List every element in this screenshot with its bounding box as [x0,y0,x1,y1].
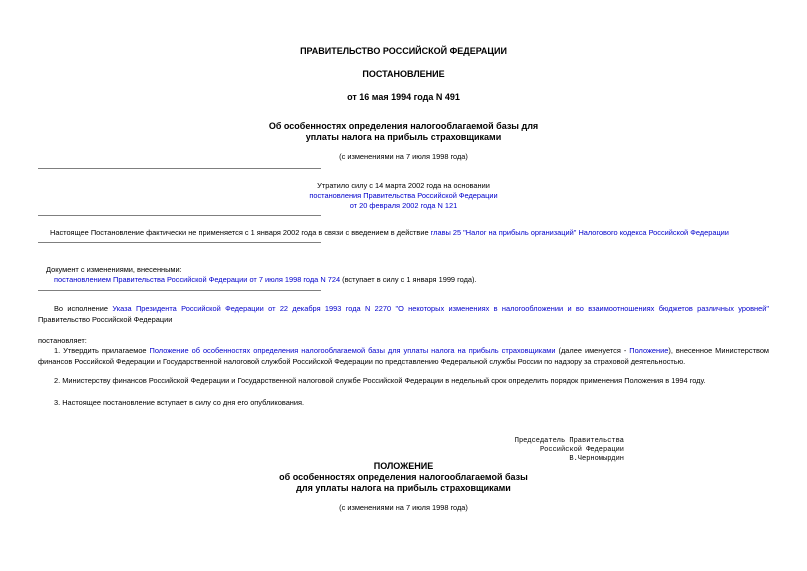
amendment-effective-note: (вступает в силу с 1 января 1999 года). [340,275,477,284]
item-1-middle: (далее именуется - [555,346,630,355]
lapsed-link[interactable]: постановления Правительства Российской Федерации [309,191,498,200]
amended-by-line [54,274,477,285]
document-date-number: от 16 мая 1994 года N 491 [347,92,460,102]
item-1-paragraph [38,345,769,367]
amendment-decree-link[interactable]: постановлением Правительства Российской Федерации от 7 июля 1998 года N 724 [54,275,341,284]
regulation-link[interactable]: Положение об особенностях определения налогооблагаемой базы для уплаты налога на прибыль страховщиками [149,346,556,355]
lapsed-link-line2[interactable] [0,200,807,211]
regulation-title-line1: об особенностях определения налогооблагаемой базы [279,472,528,482]
government-name: ПРАВИТЕЛЬСТВО РОССИЙСКОЙ ФЕДЕРАЦИИ [300,46,507,56]
lapsed-link-date[interactable]: от 20 февраля 2002 года N 121 [349,201,458,210]
regulation-short-link[interactable]: Положение [629,346,669,355]
item-1-suffix: ), внесенное Министерством финансов Российской Федерации и Государственной налоговой службой Российской Федерации по представлению Федеральной службы России по надзору за страховой деятельностью. [38,346,770,366]
signature-name: В.Черномырдин [569,455,624,463]
amendments-note: (с изменениями на 7 июля 1998 года) [339,152,468,161]
signature-title: Председатель Правительства [514,437,624,445]
item-3-paragraph: 3. Настоящее постановление вступает в силу со дня его опубликования. [54,398,305,407]
presidential-decree-link[interactable]: Указа Президента Российской Федерации от 22 декабря 1993 года N 2270 "О некоторых изменениях в налогообложении и во взаимоотношениях бюджетов различных уровней" [112,304,769,313]
divider [38,215,321,216]
divider [38,168,321,169]
item-2-paragraph: 2. Министерству финансов Российской Федерации и Государственной налоговой службе Российской Федерации в недельный срок определить порядок применения Положения в 1994 году. [54,376,706,385]
notice-paragraph [50,227,790,238]
divider [38,290,321,291]
tax-code-chapter-link[interactable]: главы 25 "Налог на прибыль организаций" Налогового кодекса Российской Федерации [430,228,729,237]
preamble-prefix: Во исполнение [54,304,113,313]
regulation-amendments-note: (с изменениями на 7 июля 1998 года) [339,503,468,512]
divider [38,242,321,243]
signature-country: Российской Федерации [539,446,624,454]
document-title-line1: Об особенностях определения налогооблагаемой базы для [268,121,539,131]
preamble-paragraph [38,303,769,325]
preamble-suffix: Правительство Российской Федерации [38,315,173,324]
resolves-label: постановляет: [38,336,87,345]
notice-text: Настоящее Постановление фактически не применяется с 1 января 2002 года в связи с введением в действие [50,228,431,237]
document-title-line2: уплаты налога на прибыль страховщиками [305,132,502,142]
document-type: ПОСТАНОВЛЕНИЕ [362,69,445,79]
regulation-title-line2: для уплаты налога на прибыль страховщиками [296,483,511,493]
item-1-prefix: 1. Утвердить прилагаемое [54,346,150,355]
amended-by-label: Документ с изменениями, внесенными: [46,265,182,274]
regulation-heading: ПОЛОЖЕНИЕ [373,461,434,471]
lapsed-note: Утратило силу с 14 марта 2002 года на основании [317,181,490,190]
